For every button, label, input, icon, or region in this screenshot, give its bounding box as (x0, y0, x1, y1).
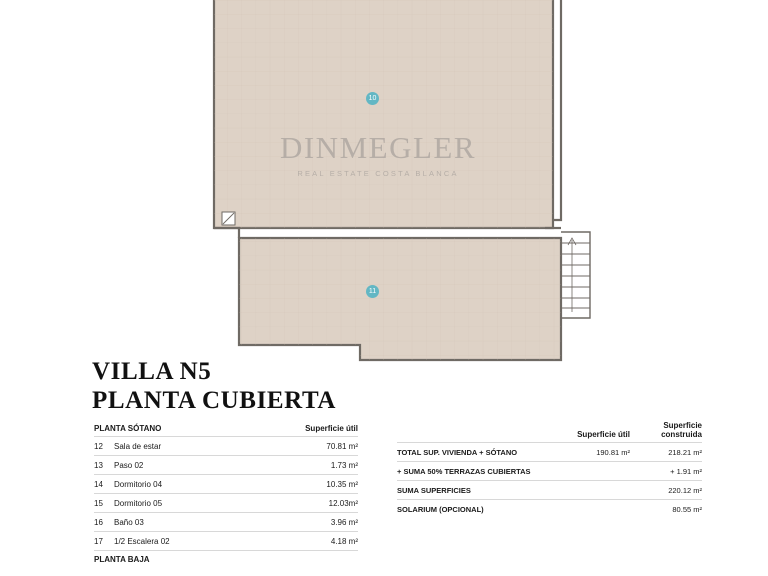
basement-areas-table (94, 424, 358, 564)
table-row (397, 461, 702, 480)
row-number: 17 (94, 536, 103, 546)
row-name: Dormitorio 04 (114, 479, 163, 489)
row-name: Sala de estar (114, 441, 162, 451)
row-label: TOTAL SUP. VIVIENDA + SÓTANO (397, 447, 518, 457)
summary-areas-table (397, 421, 702, 518)
row-label: SUMA SUPERFICIES (397, 485, 471, 495)
row-value: 1.73 m² (330, 460, 358, 470)
row-name: 1/2 Escalera 02 (114, 536, 170, 546)
section-title-basement: PLANTA SÓTANO (94, 424, 162, 433)
title-line-2: PLANTA CUBIERTA (92, 386, 337, 414)
row-built-value: 218.21 m² (668, 447, 702, 457)
row-value: 4.18 m² (330, 536, 358, 546)
room-badge-11: 11 (366, 285, 379, 298)
row-value: 3.96 m² (330, 517, 358, 527)
inner-wall-divider (214, 228, 561, 238)
table-row (94, 493, 358, 512)
row-value: 10.35 m² (326, 479, 358, 489)
row-name: Dormitorio 05 (114, 498, 163, 508)
left-table-header (94, 424, 358, 436)
room-shape-upper (214, 0, 553, 228)
room-badge-10: 10 (366, 92, 379, 105)
table-row (94, 436, 358, 455)
table-row (94, 512, 358, 531)
table-row (94, 531, 358, 550)
row-built-value: 220.12 m² (668, 485, 702, 495)
watermark-subtitle: REAL ESTATE COSTA BLANCA (297, 169, 459, 178)
table-row (397, 499, 702, 518)
table-row (94, 455, 358, 474)
hatch-symbol (222, 212, 235, 225)
header-usable-area: Superficie útil (305, 424, 358, 433)
row-built-value: 80.55 m² (672, 504, 702, 514)
row-number: 14 (94, 479, 103, 489)
row-value: 70.81 m² (326, 441, 358, 451)
row-name: Paso 02 (114, 460, 144, 470)
right-table-header (397, 421, 702, 442)
outer-wall-upper (553, 0, 561, 220)
row-usable-value: 190.81 m² (596, 447, 630, 457)
watermark-title: DINMEGLER (279, 130, 477, 165)
row-number: 12 (94, 441, 103, 451)
section-title-ground-floor: PLANTA BAJA (94, 550, 358, 564)
row-label: SOLARIUM (OPCIONAL) (397, 504, 484, 514)
header-built-area: Superficie construida (661, 421, 702, 439)
row-built-value: + 1.91 m² (670, 466, 702, 476)
row-number: 13 (94, 460, 103, 470)
table-row (397, 480, 702, 499)
header-usable-area: Superficie útil (577, 430, 630, 439)
row-value: 12.03m² (328, 498, 358, 508)
row-name: Baño 03 (114, 517, 144, 527)
table-row (94, 474, 358, 493)
row-number: 15 (94, 498, 103, 508)
staircase (561, 232, 590, 318)
table-row (397, 442, 702, 461)
row-number: 16 (94, 517, 103, 527)
row-label: + SUMA 50% TERRAZAS CUBIERTAS (397, 466, 531, 476)
title-line-1: VILLA N5 (92, 358, 212, 385)
room-shape-lower (239, 238, 561, 360)
page-title (92, 358, 336, 415)
